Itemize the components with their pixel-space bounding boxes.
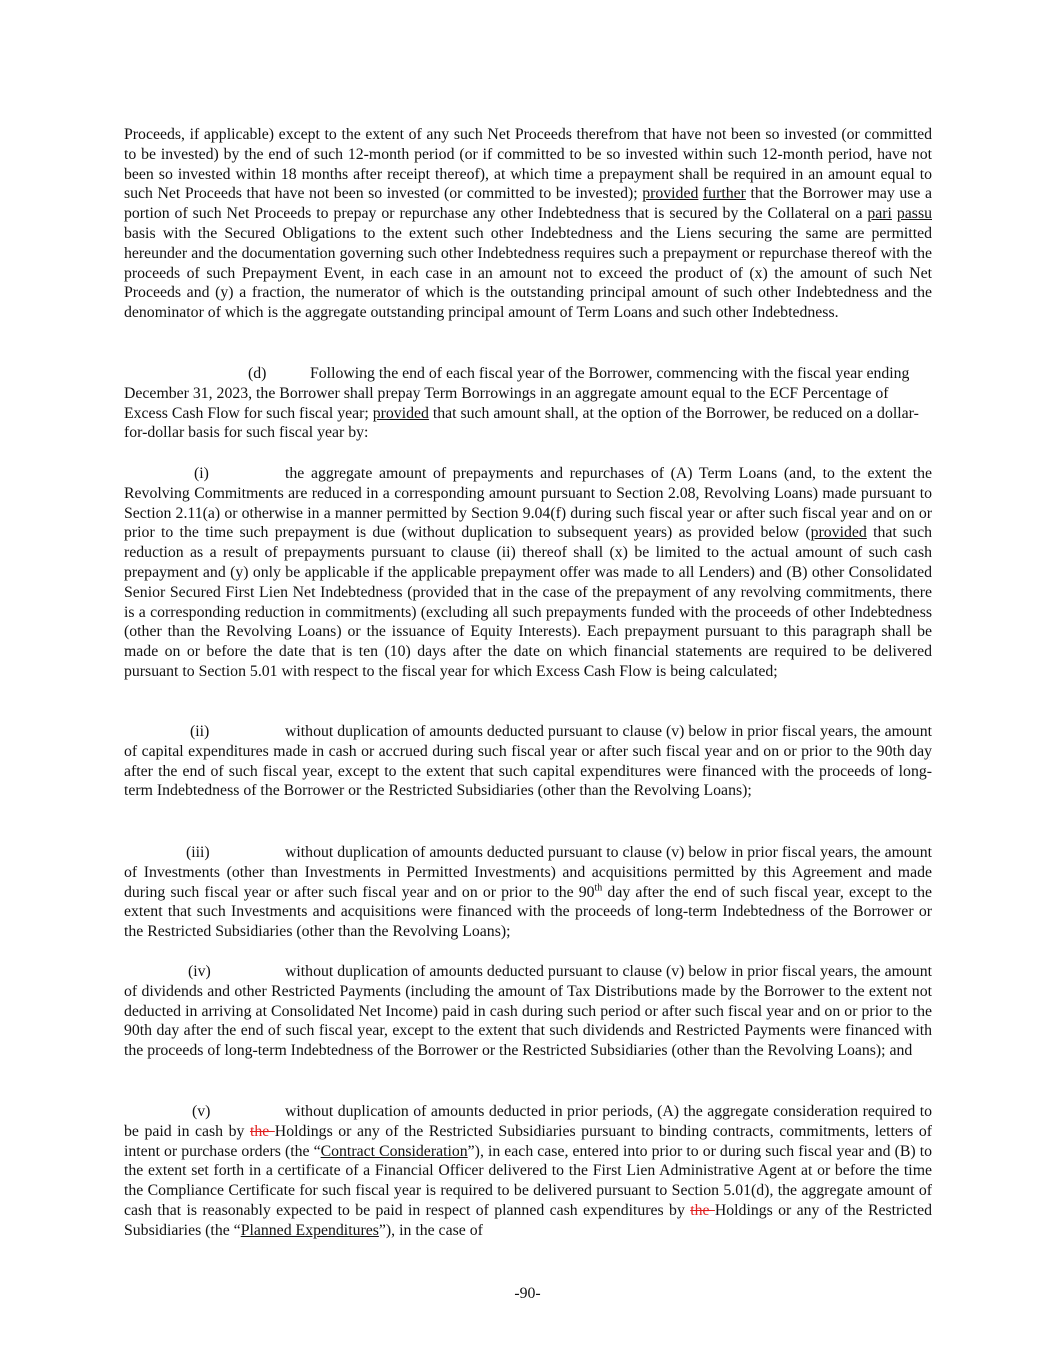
page-number: -90- [514,1285,541,1302]
clause-label-ii: (ii) [190,723,210,740]
contract-consideration-term: Contract Consideration [320,1142,468,1160]
provided-term: provided [642,185,699,203]
deleted-text: the [690,1201,715,1219]
paragraph-clause-iv: (iv) without duplication of amounts deducted pursuant to clause (v) below in prior fiscal years, the amount of dividends and other Restricted Payments (including the amount of Tax Distributions made by the Borrower to the extent not deducted in arriving at Consolidated Net Income) paid in cash during such period or after such fiscal year and on or prior to the 90th day after the end of such fiscal year, except to the extent that such dividends and Restricted Payments were financed with the proceeds of long-term Indebtedness of the Borrower or the Restricted Subsidiaries (other than the Revolving Loans); and [124,963,932,1060]
provided-term: provided [810,524,867,542]
deleted-text: the [249,1122,275,1140]
paragraph-clause-i: (i) the aggregate amount of prepayments and repurchases of (A) Term Loans (and, to the extent the Revolving Commitments are reduced in a corresponding amount pursuant to Section 2.08, Revolving Loans) made pursuant to Section 2.11(a) or otherwise in a manner permitted by Section 9.04(f) during such fiscal year or after such fiscal year and on or prior to the time such prepayment is due (without duplication to subsequent years) as provided below (provided that such reduction as a result of prepayments pursuant to clause (ii) thereof shall (x) be limited to the actual amount of such cash prepayment and (y) only be applicable if the applicable prepayment offer was made to all Lenders) and (B) other Consolidated Senior Secured First Lien Net Indebtedness (provided that in the case of the prepayment of any revolving commitments, there is a corresponding reduction in commitments) (excluding all such prepayments funded with the proceeds of other Indebtedness (other than the Revolving Loans) or the issuance of Equity Interests). Each prepayment pursuant to this paragraph shall be made on or before the date that is ten (10) days after the date on which financial statements are required to be delivered pursuant to Section 5.01 with respect to the fiscal year for which Excess Cash Flow is being calculated; [124,465,932,680]
pari-term: pari [867,205,892,223]
clause-label-v: (v) [192,1103,211,1120]
clause-label-iii: (iii) [186,844,210,861]
clause-label-d: (d) [248,365,267,382]
paragraph-d: (d) Following the end of each fiscal year of the Borrower, commencing with the fiscal year ending December 31, 2023, the Borrower shall prepay Term Borrowings in an aggregate amount equal to the ECF Percentage of Excess Cash Flow for such fiscal year; provided that such amount shall, at the option of the Borrower, be reduced on a dollar-for-dollar basis for such fiscal year by: [124,365,919,442]
superscript-th: th [594,882,603,894]
further-term: further [702,185,746,203]
paragraph-clause-iii: (iii) without duplication of amounts deducted pursuant to clause (v) below in prior fiscal years, the amount of Investments (other than Investments in Permitted Investments) and acquisitions permitted by this Agreement and made during such fiscal year or after such fiscal year and on or prior to the 90th day after the end of such fiscal year, except to the extent that such Investments and acquisitions were financed with the proceeds of long-term Indebtedness of the Borrower or the Restricted Subsidiaries (other than the Revolving Loans); [124,844,932,941]
clause-label-i: (i) [194,465,209,482]
clause-label-iv: (iv) [188,963,211,980]
paragraph-clause-v: (v) without duplication of amounts deducted in prior periods, (A) the aggregate consideration required to be paid in cash by the Holdings or any of the Restricted Subsidiaries pursuant to binding contracts, commitments, letters of intent or purchase orders (the “Contract Consideration”), in each case, entered into prior to or during such fiscal year and (B) to the extent set forth in a certificate of a Financial Officer delivered to the First Lien Administrative Agent at or before the time the Compliance Certificate for such fiscal year is required to be delivered pursuant to Section 5.01(d), the aggregate amount of cash that is reasonably expected to be paid in respect of planned cash expenditures by the Holdings or any of the Restricted Subsidiaries (the “Planned Expenditures”), in the case of [124,1103,933,1239]
planned-expenditures-term: Planned Expenditures [240,1221,379,1239]
provided-term: provided [372,404,429,422]
passu-term: passu [896,205,932,223]
paragraph-net-proceeds: Proceeds, if applicable) except to the extent of any such Net Proceeds therefrom that have not been so invested (or committed to be invested) by the end of such 12-month period (or if committed to be so invested within such 12-month period, have not been so invested within 18 months after receipt thereof), at which time a prepayment shall be required in an amount equal to such Net Proceeds that have not been so invested (or committed to be invested); provided further that the Borrower may use a portion of such Net Proceeds to prepay or repurchase any other Indebtedness that is secured by the Collateral on a pari passu basis with the Secured Obligations to the extent such other Indebtedness and the Liens securing the same are permitted hereunder and the documentation governing such other Indebtedness requires such a prepayment or repurchase thereof with the proceeds of such Prepayment Event, in each case in an amount not to exceed the product of (x) the amount of such Net Proceeds and (y) a fraction, the numerator of which is the outstanding principal amount of such other Indebtedness and the denominator of which is the aggregate outstanding principal amount of Term Loans and such other Indebtedness. [124,126,933,322]
paragraph-clause-ii: (ii) without duplication of amounts deducted pursuant to clause (v) below in prior fiscal years, the amount of capital expenditures made in cash or accrued during such fiscal year or after such fiscal year and on or prior to the 90th day after the end of such fiscal year, except to the extent that such capital expenditures were financed with the proceeds of long-term Indebtedness of the Borrower or the Restricted Subsidiaries (other than the Revolving Loans); [124,723,932,800]
